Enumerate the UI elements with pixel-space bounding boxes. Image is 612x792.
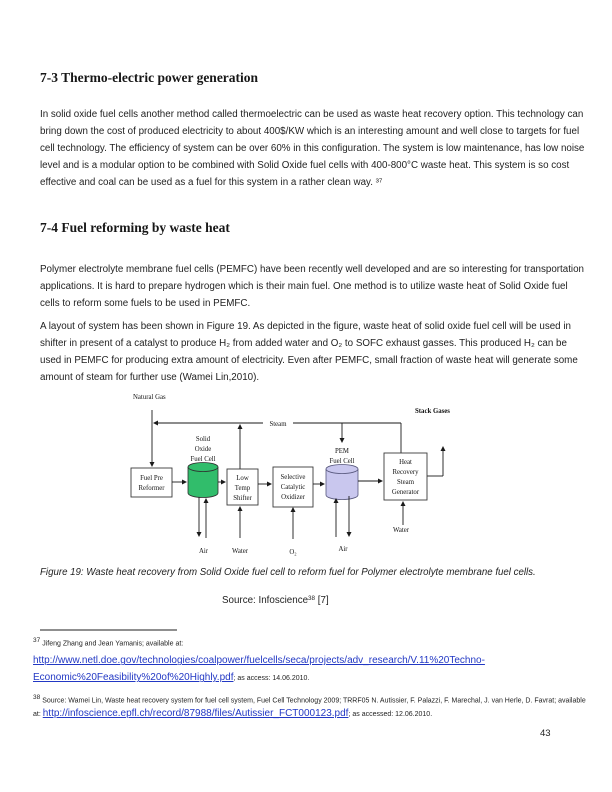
footnote-separator <box>40 629 177 631</box>
water-shifter-label: Water <box>231 548 249 555</box>
pem-air-arrows <box>334 496 352 537</box>
section-heading-7-3: 7-3 Thermo-electric power generation <box>40 70 259 85</box>
source-citation: [7] <box>315 595 329 606</box>
hrsg-label: Generator <box>391 489 420 496</box>
source-footnote-ref[interactable]: 38 <box>308 594 316 602</box>
paragraph-thermoelectric: In solid oxide fuel cells another method called thermoelectric can be used as waste heat recovery option. This technology can bring down the cost of produced electricity to about 400$/KW which is an interesting amount and well close to targets for fuel cell technology. The efficiency of system can be over 60% in this configuration. The system is low maintenance, has low noise level and is a modular option to be combined with Solid Oxide fuel cells with 400-800°C waste heat. This system is so cost effective and coal can be used as a fuel for this system in a rather clean way. ³⁷ <box>40 109 585 188</box>
footnote-37-intro <box>33 635 586 650</box>
figure-source <box>222 595 329 606</box>
hrsg-label: Heat <box>399 459 412 466</box>
sofc-air-arrows <box>197 497 209 538</box>
pem-label: Fuel Cell <box>329 458 355 465</box>
footnote-37-marker: 37 <box>33 637 41 644</box>
footnote-37 <box>33 635 586 687</box>
paragraph-layout: A layout of system has been shown in Figure 19. As depicted in the figure, waste heat of solid oxide fuel cell will be used in shifter in present of a catalyst to produce H₂ from added water and O₂ to SOFC exhaust gasses. This produced H₂ can be used in PEMFC for producing extra amount of electricity. Even after PEMFC, small fraction of waste heat will generate some amount of steam for further use (Wamei Lin,2010). <box>40 321 578 383</box>
footnote-38-access-date: ; as accessed: 12.06.2010. <box>348 711 433 719</box>
o2-label: O₂ <box>289 549 297 556</box>
steam-to-pem-arrow <box>340 423 345 443</box>
sco-label: Catalytic <box>280 484 306 491</box>
footnote-37-access-date: ; as access: 14.06.2010. <box>233 675 310 683</box>
figure-caption: Figure 19: Waste heat recovery from Solid Oxide fuel cell to reform fuel for Polymer electrolyte membrane fuel cells. <box>40 567 536 578</box>
hrsg-label: Steam <box>397 479 414 486</box>
sofc-label: Solid <box>195 436 211 443</box>
footnote-37-text: Jifeng Zhang and Jean Yamanis; available at: <box>42 640 184 648</box>
footnote-38-link[interactable]: http://infoscience.epfl.ch/record/87988/files/Autissier_FCT000123.pdf <box>42 708 349 720</box>
fuel-pre-reformer-label: Reformer <box>138 485 165 492</box>
page-number: 43 <box>540 728 551 739</box>
section-heading-7-4: 7-4 Fuel reforming by waste heat <box>40 220 230 235</box>
stack-gases-arrow <box>427 446 446 476</box>
pem-cylinder <box>326 465 358 500</box>
steam-label: Steam <box>269 421 287 428</box>
air-sofc-label: Air <box>198 548 209 555</box>
natural-gas-label: Natural Gas <box>133 394 166 401</box>
shifter-water-arrow <box>238 506 243 538</box>
low-temp-shifter-label: Low <box>236 475 249 482</box>
water-hrsg-label: Water <box>392 527 410 534</box>
footnote-38-marker: 38 <box>33 694 41 701</box>
footnote-37-link-block <box>33 653 586 687</box>
footnote-37-link-line1[interactable]: http://www.netl.doe.gov/technologies/coalpower/fuelcells/seca/projects/adv_research/V.11%20Techno- <box>33 655 485 667</box>
sofc-cylinder <box>188 463 218 498</box>
air-pem-label: Air <box>338 546 348 553</box>
hrsg-label: Recovery <box>392 469 419 476</box>
figure-19-diagram <box>110 386 510 566</box>
shifter-steam-arrow <box>238 424 243 469</box>
sofc-label: Oxide <box>194 446 212 453</box>
pem-label: PEM <box>335 448 349 455</box>
fuel-pre-reformer-box <box>131 468 172 497</box>
low-temp-shifter-label: Temp <box>234 485 251 492</box>
hrsg-water-arrow <box>401 501 406 525</box>
source-text: Source: Infoscience <box>222 595 309 606</box>
low-temp-shifter-label: Shifter <box>233 495 252 502</box>
footnote-38 <box>33 691 586 721</box>
sco-label: Selective <box>280 474 306 481</box>
footnote-38-text: Source: Wamei Lin, Waste heat recovery system for fuel cell system, Fuel Cell Technology 2009; TRRF05 N. Autissier, F. Palazzi, F. Marechal, J. van Herle, D. Favrat; available at: <box>33 697 586 719</box>
sco-o2-arrow <box>291 507 296 539</box>
footnote-37-link-line2[interactable]: Economic%20Feasibility%20of%20Highly.pdf <box>33 672 234 684</box>
paragraph-pemfc: Polymer electrolyte membrane fuel cells (PEMFC) have been recently well developed and are so interesting for transportation applications. It is hard to prepare hydrogen which is their main fuel. One method is to utilize waste heat of Solid Oxide fuel cells to reform some fuels to be used in PEMFC. <box>40 264 584 309</box>
sco-label: Oxidizer <box>281 494 305 501</box>
stack-gases-label: Stack Gases <box>415 408 450 415</box>
natural-gas-arrow <box>150 410 155 467</box>
sofc-label: Fuel Cell <box>190 456 216 463</box>
fuel-pre-reformer-label: Fuel Pre <box>140 475 163 482</box>
